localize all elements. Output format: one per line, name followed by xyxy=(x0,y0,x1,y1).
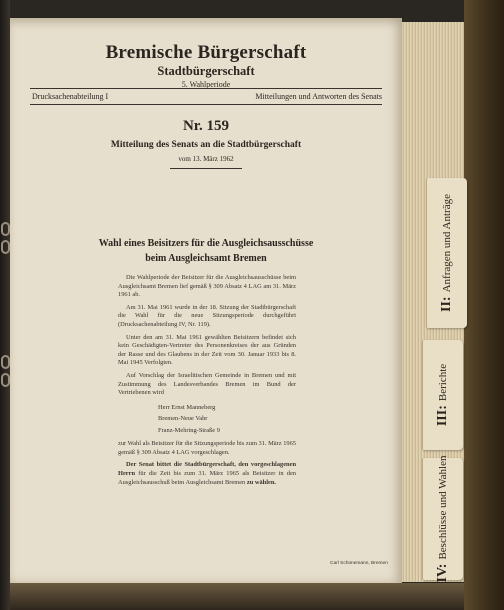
department-label: Drucksachenabteilung I xyxy=(32,92,109,101)
document-subject: Mitteilung des Senats an die Stadtbürgerschaft xyxy=(110,140,302,150)
paragraph: zur Wahl als Beisitzer für die Sitzungsperiode bis zum 31. März 1965 gemäß § 309 Absatz 4 LAG vorgeschlagen. xyxy=(118,440,296,456)
header-rule xyxy=(30,88,382,89)
period: 5. Wahlperiode xyxy=(181,80,231,89)
paragraph: Unter den am 31. Mai 1961 gewählten Beisitzern befindet sich kein Geschädigten-Vertreter des Personenkreises der aus Gründen der Rasse und des Glaubens in der Zeit vom 30. Januar 1933 bis 8. Mai 1945 Verfolgten. xyxy=(118,333,296,367)
paragraph: Die Wahlperiode der Beisitzer für die Ausgleichsausschüsse beim Ausgleichsamt Bremen lief gemäß § 309 Absatz 4 LAG am 31. März 1961 ab. xyxy=(118,274,296,299)
binder-ring xyxy=(1,222,10,236)
tab-label: Berichte xyxy=(437,363,449,402)
tab-number: III: xyxy=(435,405,450,427)
tab-number: II: xyxy=(439,296,454,312)
document-heading xyxy=(10,236,402,266)
section-label: Mitteilungen und Antworten des Senats xyxy=(255,92,382,101)
tab-berichte[interactable] xyxy=(422,340,463,450)
binder-ring xyxy=(1,373,10,387)
address-line: Bremen-Neue Vahr xyxy=(158,415,208,423)
bold-text: Der Senat bittet die Stadtbürgerschaft, den vorgeschlagenen Herrn xyxy=(118,461,296,477)
binder-spine xyxy=(464,0,504,610)
binder-ring xyxy=(1,240,10,254)
document-body xyxy=(118,274,296,491)
address-line: Franz-Mehring-Straße 9 xyxy=(158,426,220,434)
document-number: Nr. 159 xyxy=(182,118,230,134)
page-subtitle: Stadtbürgerschaft xyxy=(157,64,255,78)
heading-line: Wahl eines Beisitzers für die Ausgleichsausschüsse xyxy=(98,238,314,249)
page-title: Bremische Bürgerschaft xyxy=(105,42,307,63)
binder-edge xyxy=(0,0,10,610)
tab-label: Beschlüsse und Wahlen xyxy=(437,455,449,560)
text: für die Zeit bis zum 31. März 1965 als Beisitzer in den Ausgleichsausschuß beim Ausgleichsamt Bremen xyxy=(118,470,296,486)
tab-label: Anfragen und Anträge xyxy=(441,194,453,293)
document-page xyxy=(10,18,402,583)
header-rule xyxy=(30,104,382,105)
heading-line: beim Ausgleichsamt Bremen xyxy=(145,253,267,264)
paragraph: Auf Vorschlag der Israelitischen Gemeinde in Bremen und mit Zustimmung des Landesverbandes Bremen im Bund der Vertriebenen wird xyxy=(118,371,296,397)
binder-bottom xyxy=(10,583,464,610)
tab-beschluesse[interactable] xyxy=(422,455,463,583)
paragraph xyxy=(118,461,296,487)
binder-ring xyxy=(1,355,10,369)
document-date: vom 13. März 1962 xyxy=(178,155,234,163)
printer-imprint: Carl Schünemann, Bremen xyxy=(330,561,388,566)
address-line: Herr Ernst Manneberg xyxy=(158,403,216,411)
tab-number: IV: xyxy=(435,563,450,583)
divider xyxy=(170,168,242,169)
bold-text: zu wählen. xyxy=(246,478,276,486)
tab-anfragen[interactable] xyxy=(426,178,467,328)
paragraph: Am 31. Mai 1961 wurde in der 18. Sitzung der Stadtbürgerschaft die Wahl für die neue Sitzungsperiode durchgeführt (Drucksachenabteilung IV, Nr. 119). xyxy=(118,303,296,328)
